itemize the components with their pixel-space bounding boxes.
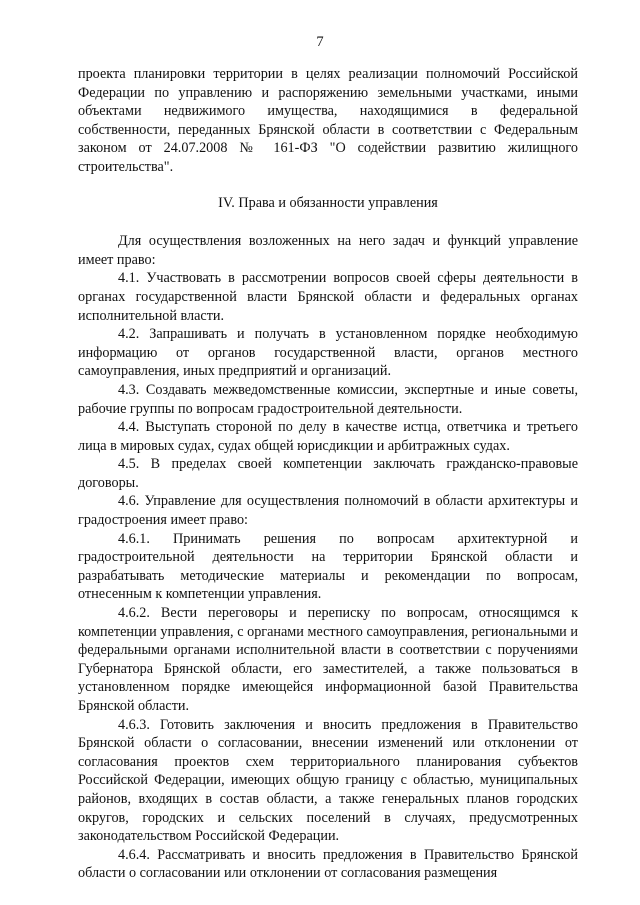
paragraph-4-4: 4.4. Выступать стороной по делу в качестве истца, ответчика и третьего лица в мировых судах, судах общей юрисдикции и арбитражных судах. [78,419,578,454]
paragraph-4-5: 4.5. В пределах своей компетенции заключать гражданско-правовые договоры. [78,456,578,491]
paragraph-4-3: 4.3. Создавать межведомственные комиссии, экспертные и иные советы, рабочие группы по вопросам градостроительной деятельности. [78,381,578,417]
paragraph-4-1: 4.1. Участвовать в рассмотрении вопросов своей сферы деятельности в органах государственной власти Брянской области и федеральных органах исполнительной власти. [78,270,578,324]
paragraph-4-6: 4.6. Управление для осуществления полномочий в области архитектуры и градостроения имеет право: [78,493,578,529]
paragraph-4-6-2: 4.6.2. Вести переговоры и переписку по вопросам, относящимся к компетенции управления, с органами местного самоуправления, региональными и федеральными органами исполнительной власти в соответствии с поручениями Губернатора Брянской области, его заместителей, а также пользоваться в установленном порядке имеющейся информационной базой Правительства Брянской области. [78,605,578,714]
paragraph-intro: Для осуществления возложенных на него задач и функций управление имеет право: [78,233,578,268]
document-body [78,65,578,883]
paragraph-4-2: 4.2. Запрашивать и получать в установленном порядке необходимую информацию от органов государственной власти, органов местного самоуправления, иных предприятий и организаций. [78,326,578,380]
paragraph-4-6-4: 4.6.4. Рассматривать и вносить предложения в Правительство Брянской области о согласовании или отклонении от согласования размещения [78,846,578,882]
page-number: 7 [316,34,324,50]
section-heading: IV. Права и обязанности управления [218,194,438,211]
paragraph-4-6-3: 4.6.3. Готовить заключения и вносить предложения в Правительство Брянской области о согласовании, внесении изменений или отклонении от согласования проектов схем территориального планирования субъектов Российской Федерации, имеющих общую границу с областью, муниципальных районов, входящих в состав области, а также генеральных планов городских округов, городских и сельских поселений в случаях, предусмотренных законодательством Российской Федерации. [78,716,578,845]
continued-paragraph: проекта планировки территории в целях реализации полномочий Российской Федерации по управлению и распоряжению земельными участками, иными объектами недвижимого имущества, находящимися в федеральной собственности, переданных Брянской области в соответствии с Федеральным законом от 24.07.2008 № 161-ФЗ "О содействии развитию жилищного строительства". [78,66,578,175]
paragraph-4-6-1: 4.6.1. Принимать решения по вопросам архитектурной и градостроительной деятельности на территории Брянской области и разрабатывать методические материалы и рекомендации по вопросам, отнесенным к компетенции управления. [78,530,578,603]
